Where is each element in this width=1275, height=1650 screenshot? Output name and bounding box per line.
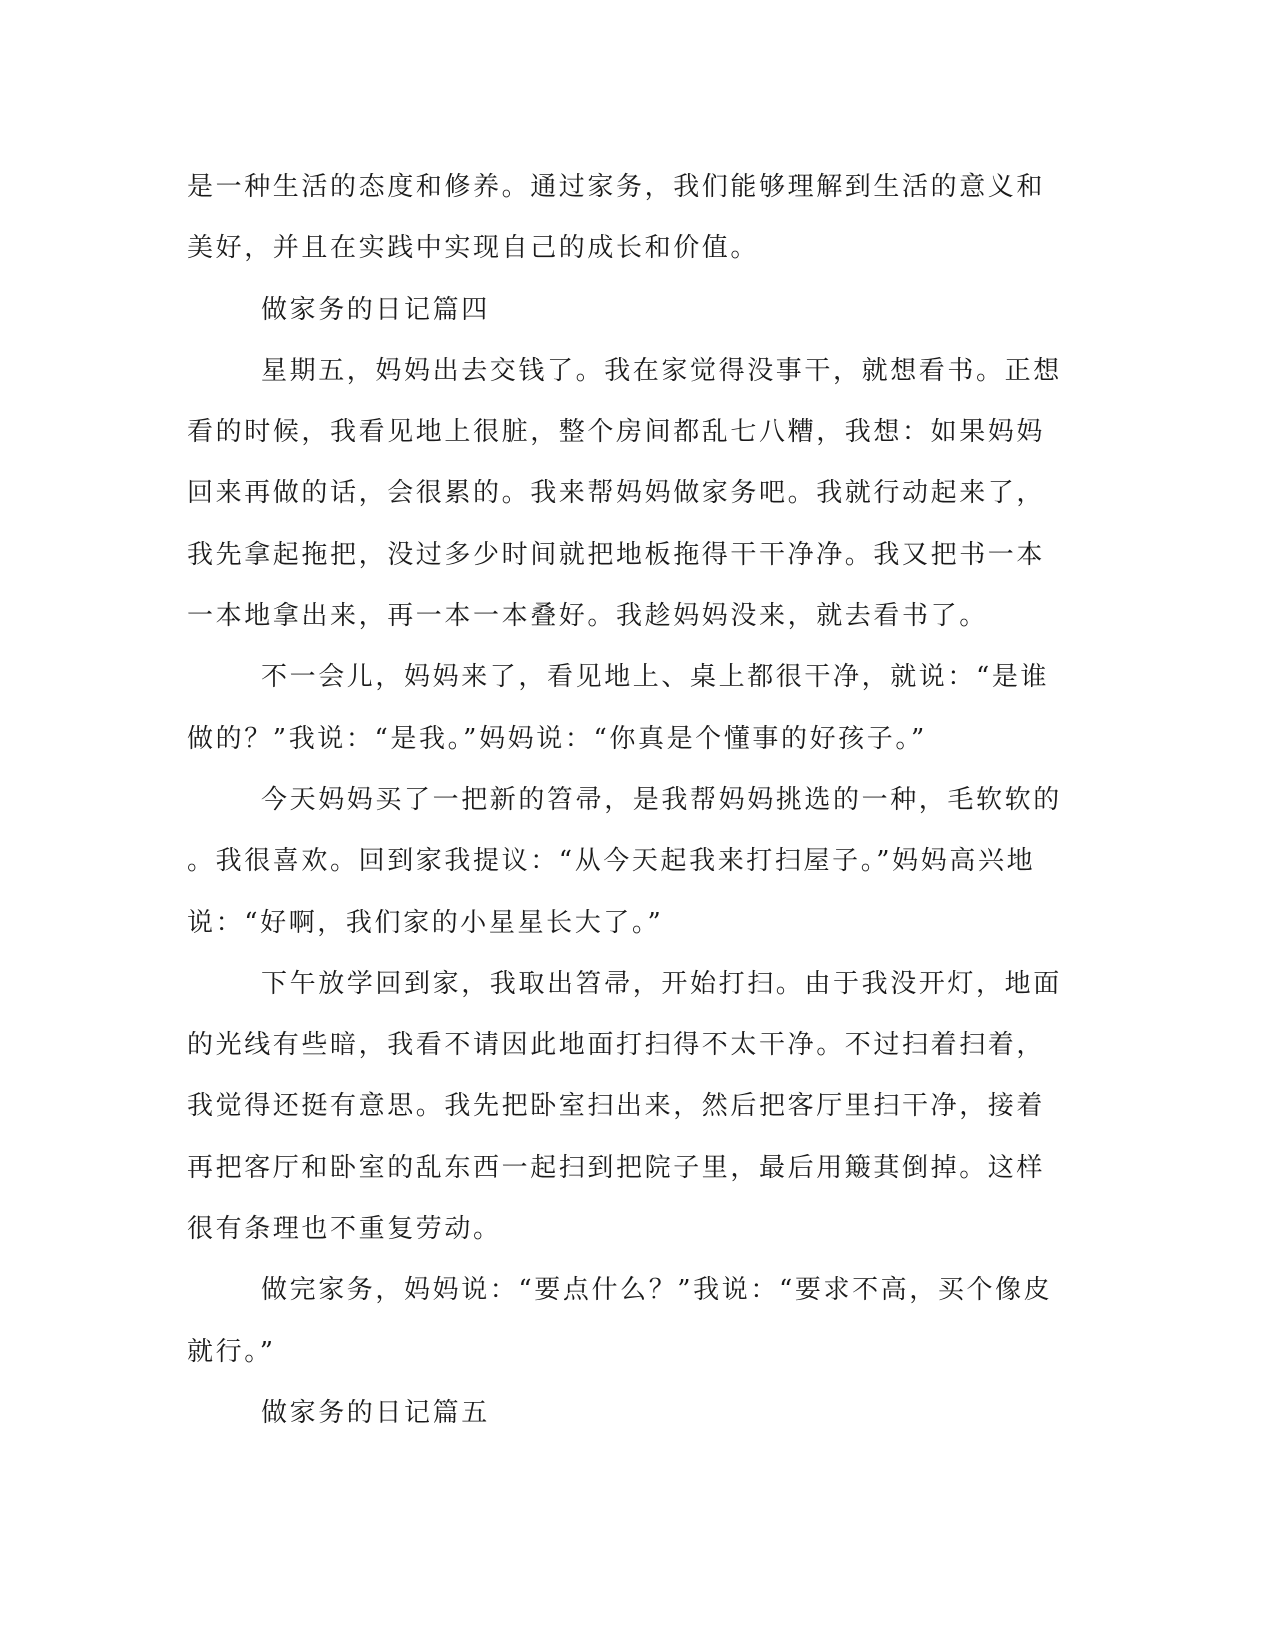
text-line: 做的？”我说：“是我。”妈妈说：“你真是个懂事的好孩子。” [187,723,927,754]
text-line: 今天妈妈买了一把新的笤帚，是我帮妈妈挑选的一种，毛软软的 [261,784,1062,815]
text-line: 一本地拿出来，再一本一本叠好。我趁妈妈没来，就去看书了。 [187,601,988,632]
section-heading-4: 做家务的日记篇四 [261,294,490,325]
text-line: 星期五，妈妈出去交钱了。我在家觉得没事干，就想看书。正想 [261,355,1062,386]
text-line: 我先拿起拖把，没过多少时间就把地板拖得干干净净。我又把书一本 [187,539,1046,570]
text-line: 看的时候，我看见地上很脏，整个房间都乱七八糟，我想：如果妈妈 [187,417,1046,448]
text-line: 就行。” [187,1336,276,1367]
text-line: 我觉得还挺有意思。我先把卧室扫出来，然后把客厅里扫干净，接着 [187,1091,1046,1122]
text-line: 是一种生活的态度和修养。通过家务，我们能够理解到生活的意义和 [187,172,1046,202]
paragraph [187,647,1067,770]
paragraph [187,341,1067,647]
paragraph-continuation [187,157,1067,280]
text-line: 。我很喜欢。回到家我提议：“从今天起我来打扫屋子。”妈妈高兴地 [187,846,1036,877]
text-line: 的光线有些暗，我看不请因此地面打扫得不太干净。不过扫着扫着， [187,1030,1046,1061]
paragraph [187,770,1067,954]
text-line: 很有条理也不重复劳动。 [187,1214,502,1245]
text-line: 下午放学回到家，我取出笤帚，开始打扫。由于我没开灯，地面 [261,968,1062,999]
section-heading-5: 做家务的日记篇五 [261,1397,490,1428]
text-line: 不一会儿，妈妈来了，看见地上、桌上都很干净，就说：“是谁 [261,662,1050,693]
text-line: 再把客厅和卧室的乱东西一起扫到把院子里，最后用簸萁倒掉。这样 [187,1152,1046,1183]
text-line: 说：“好啊，我们家的小星星长大了。” [187,907,664,938]
text-line: 做完家务，妈妈说：“要点什么？”我说：“要求不高，买个像皮 [261,1275,1053,1306]
text-line: 回来再做的话，会很累的。我来帮妈妈做家务吧。我就行动起来了， [187,478,1046,509]
document-body [187,157,1067,1444]
text-line: 美好，并且在实践中实现自己的成长和价值。 [187,233,760,264]
paragraph [187,954,1067,1260]
paragraph [187,1260,1067,1383]
